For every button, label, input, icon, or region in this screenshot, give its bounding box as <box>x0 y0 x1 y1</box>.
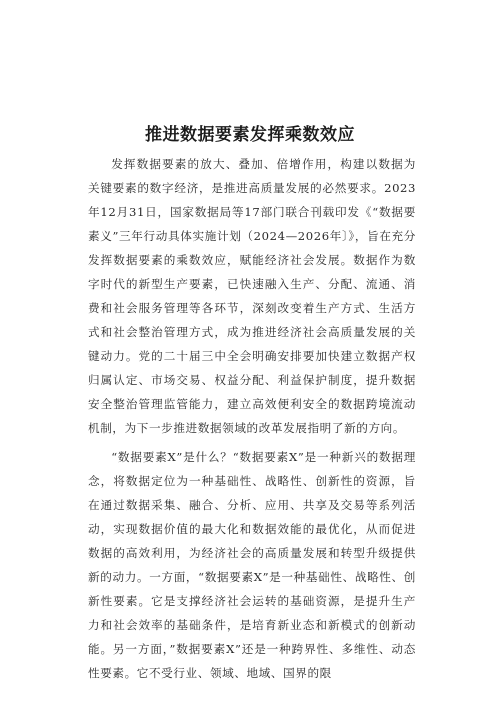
document-title: 推进数据要素发挥乘数效应 <box>145 125 355 145</box>
paragraph-intro: 发挥数据要素的放大、叠加、倍增作用，构建以数据为关键要素的数字经济，是推进高质量发展的必然要求。2023年12月31日，国家数据局等17部门联合刊载印发《“数据要素义”三年行动具体实施计划（2024—2026年〕》，旨在充分发挥数据要素的乘数效应，赋能经济社会发展。数据作为数字时代的新型生产要素，已快速融入生产、分配、流通、消费和社会服务管理等各环节，深刻改变着生产方式、生活方式和社会整治管理方式，成为推进经济社会高质量发展的关键动力。党的二十届三中全会明确安排要加快建立数据产权归属认定、市场交易、权益分配、利益保护制度，提升数据安全整治管理监管能力，建立高效便利安全的数据跨境流动机制，为下一步推进数据领域的改革发展指明了新的方向。 <box>88 157 416 435</box>
paragraph-data-element-x: “数据要素X”是什么？“数据要素X”是一种新兴的数据理念，将数据定位为一种基础性、战略性、创新性的资源，旨在通过数据采集、融合、分析、应用、共享及交易等系列活动，实现数据价值的最大化和数据效能的最优化，从而促进数据的高效利用，为经济社会的高质量发展和转型升级提供新的动力。一方面，“数据要素X”是一种基础性、战略性、创新性要素。它是支撑经济社会运转的基础资源，是提升生产力和社会效率的基础条件，是培育新业态和新模式的创新动能。另一方面，”数据要素X”还是一种跨界性、多维性、动态性要素。它不受行业、领域、地域、国界的限 <box>88 450 416 680</box>
document-body <box>88 152 416 685</box>
